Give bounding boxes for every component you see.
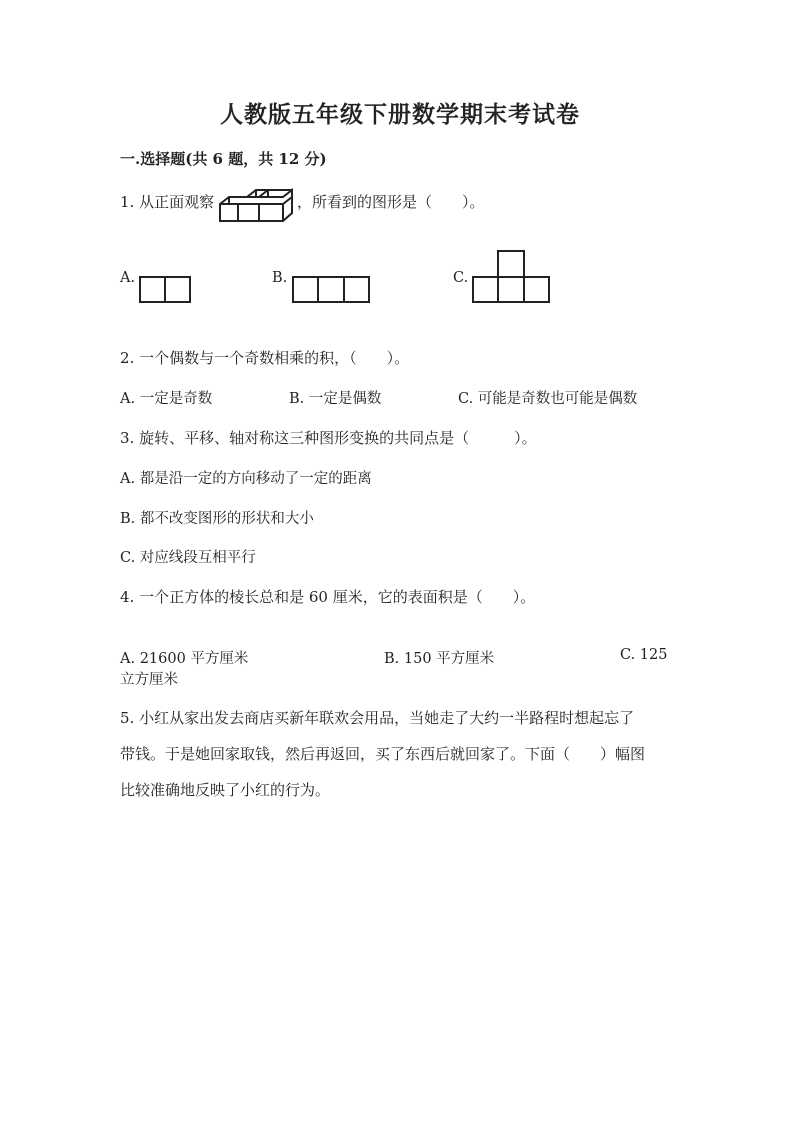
question-3-stem: 3. 旋转、平移、轴对称这三种图形变换的共同点是（ ）。 [120, 429, 537, 447]
question-1-stem-before: 1. 从正面观察 [120, 193, 215, 211]
question-5-line-3: 比较准确地反映了小红的行为。 [120, 781, 331, 799]
question-4-option-b: B. 150 平方厘米 [384, 651, 495, 667]
question-4-option-c-unit: 立方厘米 [120, 672, 178, 688]
question-1-option-a: A. [120, 270, 136, 286]
question-3-option-a: A. 都是沿一定的方向移动了一定的距离 [120, 471, 372, 487]
question-4-option-a: A. 21600 平方厘米 [120, 651, 249, 667]
page-title: 人教版五年级下册数学期末考试卷 [220, 101, 580, 128]
question-3-option-b: B. 都不改变图形的形状和大小 [120, 511, 314, 527]
question-1-stem-after: ，所看到的图形是（ ）。 [297, 193, 485, 211]
question-4-stem: 4. 一个正方体的棱长总和是 60 厘米，它的表面积是（ ）。 [120, 588, 536, 606]
question-2-stem: 2. 一个偶数与一个奇数相乘的积，（ ）。 [120, 349, 410, 367]
option-a-figure [139, 276, 193, 304]
question-2-option-c: C. 可能是奇数也可能是偶数 [458, 391, 638, 407]
question-2-option-a: A. 一定是奇数 [120, 391, 213, 407]
option-c-figure [472, 250, 552, 304]
question-1-option-c: C. [453, 270, 469, 286]
question-1-solid-figure [219, 189, 295, 227]
question-2-option-b: B. 一定是偶数 [289, 391, 382, 407]
question-4-option-c: C. 125 [620, 647, 668, 663]
question-1-option-b: B. [272, 270, 288, 286]
section-heading: 一.选择题(共 6 题，共 12 分) [120, 150, 327, 168]
question-5-line-2: 带钱。于是她回家取钱，然后再返回，买了东西后就回家了。下面（ ）幅图 [120, 745, 646, 763]
question-3-option-c: C. 对应线段互相平行 [120, 550, 256, 566]
question-5-line-1: 5. 小红从家出发去商店买新年联欢会用品，当她走了大约一半路程时想起忘了 [120, 709, 635, 727]
option-b-figure [292, 276, 372, 304]
